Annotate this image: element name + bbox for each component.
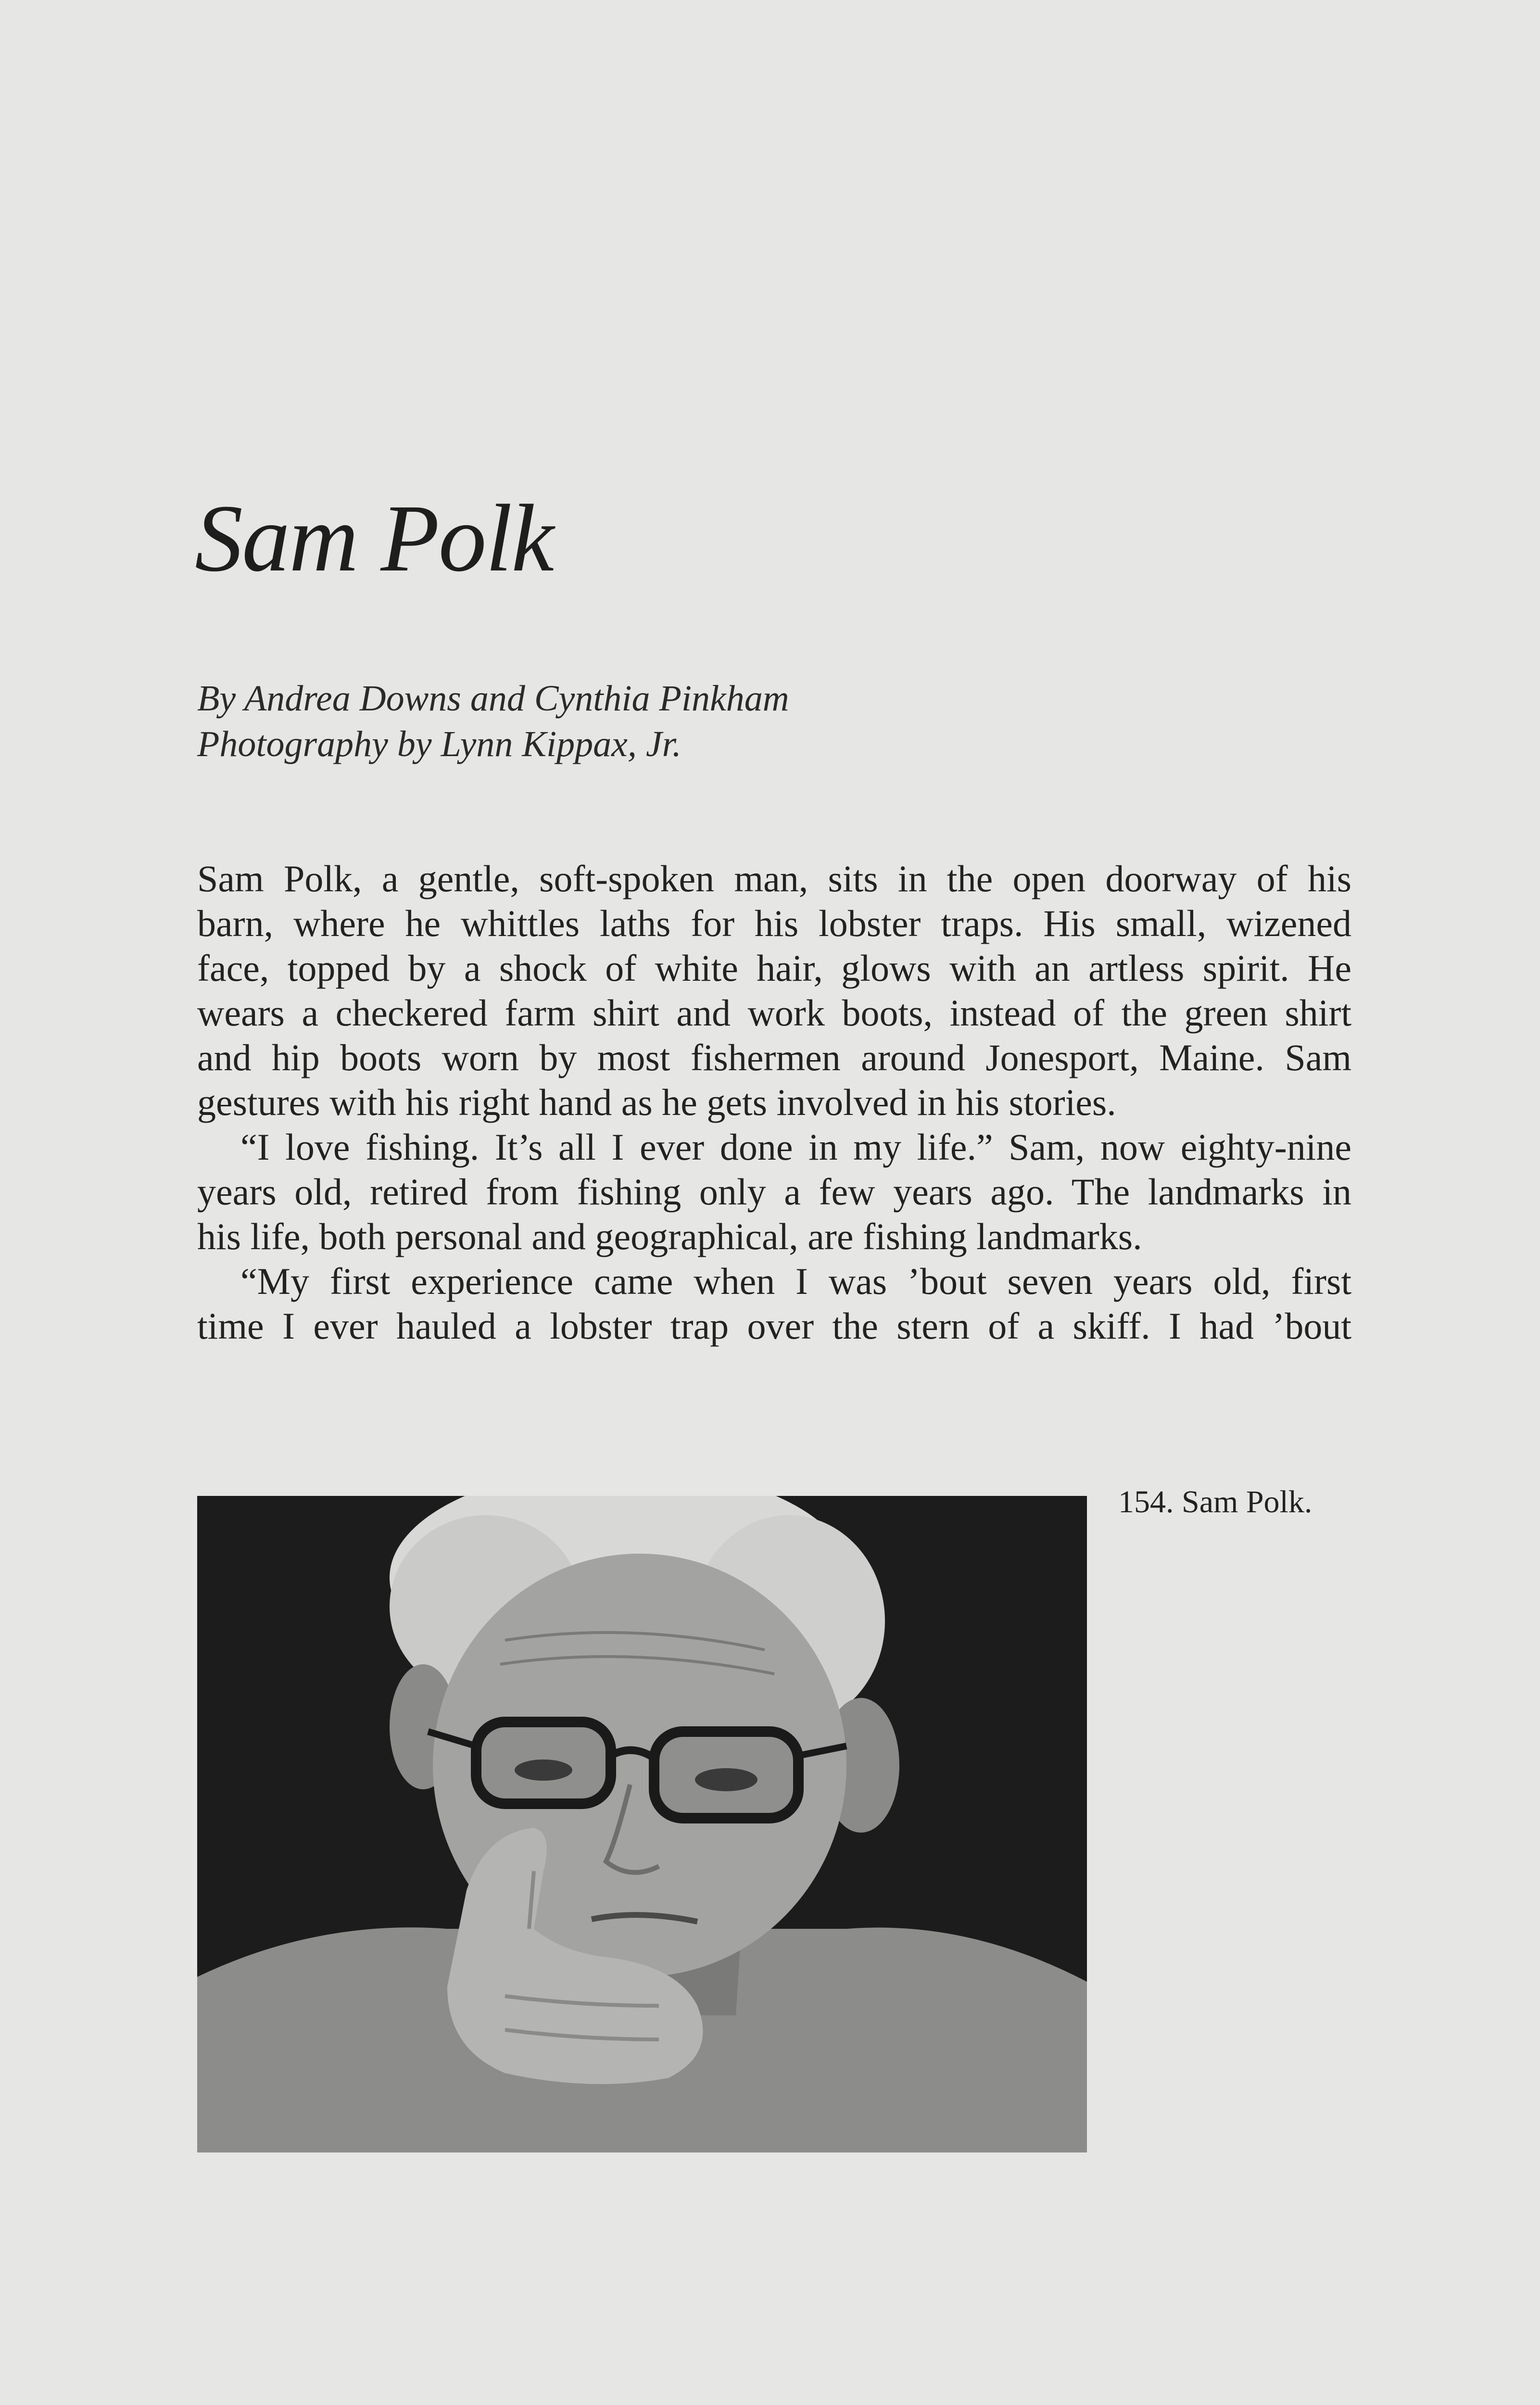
byline-authors: By Andrea Downs and Cynthia Pinkham [197,678,789,719]
body-line: years old, retired from fishing only a few years ago. The landmarks in [197,1171,1351,1213]
body-line: face, topped by a shock of white hair, glows with an artless spirit. He [197,947,1351,989]
body-line: wears a checkered farm shirt and work boots, instead of the green shirt [197,992,1351,1034]
body-line: and hip boots worn by most fishermen around Jonesport, Maine. Sam [197,1037,1351,1078]
byline [197,676,789,767]
portrait-illustration [197,1496,1087,2152]
byline-photography: Photography by Lynn Kippax, Jr. [197,724,682,764]
body-line: “I love fishing. It’s all I ever done in my life.” Sam, now eighty-nine [240,1126,1351,1168]
body-line: time I ever hauled a lobster trap over the stern of a skiff. I had ’bout [197,1305,1351,1347]
portrait-photo [197,1496,1087,2152]
body-line: “My first experience came when I was ’bout seven years old, first [240,1260,1351,1302]
body-line: his life, both personal and geographical, are fishing landmarks. [197,1215,1142,1257]
body-line: gestures with his right hand as he gets involved in his stories. [197,1081,1116,1123]
figure-caption: 154. Sam Polk. [1118,1484,1313,1519]
article-title: Sam Polk [195,485,553,592]
body-line: Sam Polk, a gentle, soft-spoken man, sits in the open doorway of his [197,858,1351,899]
body-line: barn, where he whittles laths for his lobster traps. His small, wizened [197,902,1351,944]
article-body [197,856,1351,1348]
